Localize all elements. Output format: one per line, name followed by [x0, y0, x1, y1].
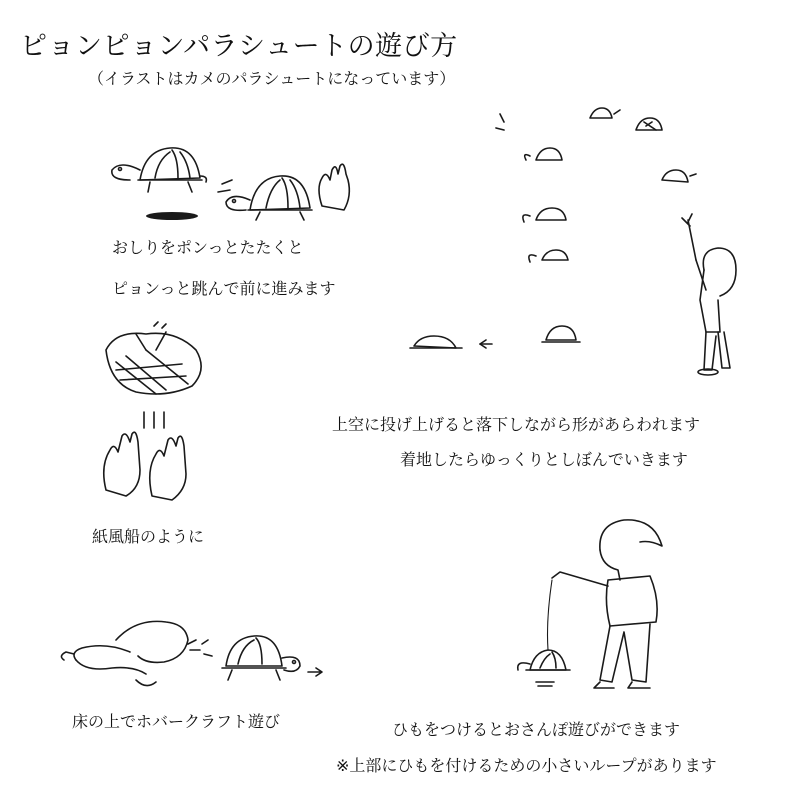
- section-5-line-2: ※上部にひもを付けるための小さいループがあります: [336, 756, 717, 775]
- section-2-line-1: 上空に投げ上げると落下しながら形があらわれます: [332, 415, 701, 434]
- section-1-line-2: ピョンっと跳んで前に進みます: [112, 279, 336, 298]
- section-5-line-1: ひもをつけるとおさんぽ遊びができます: [392, 720, 681, 739]
- page-subtitle: （イラストはカメのパラシュートになっています）: [88, 69, 456, 88]
- paper-balloon-illustration: [96, 320, 226, 510]
- parachute-arc-illustration: [400, 100, 760, 390]
- section-4-line-1: 床の上でホバークラフト遊び: [72, 712, 281, 731]
- turtle-jump-illustration: [100, 140, 360, 230]
- section-3-line-1: 紙風船のように: [92, 527, 205, 546]
- walk-with-string-illustration: [500, 510, 680, 700]
- section-2-line-2: 着地したらゆっくりとしぼんでいきます: [400, 450, 688, 469]
- hovercraft-illustration: [56, 610, 336, 700]
- section-1-line-1: おしりをポンっとたたくと: [112, 238, 304, 257]
- page-title: ピョンピョンパラシュートの遊び方: [20, 31, 458, 62]
